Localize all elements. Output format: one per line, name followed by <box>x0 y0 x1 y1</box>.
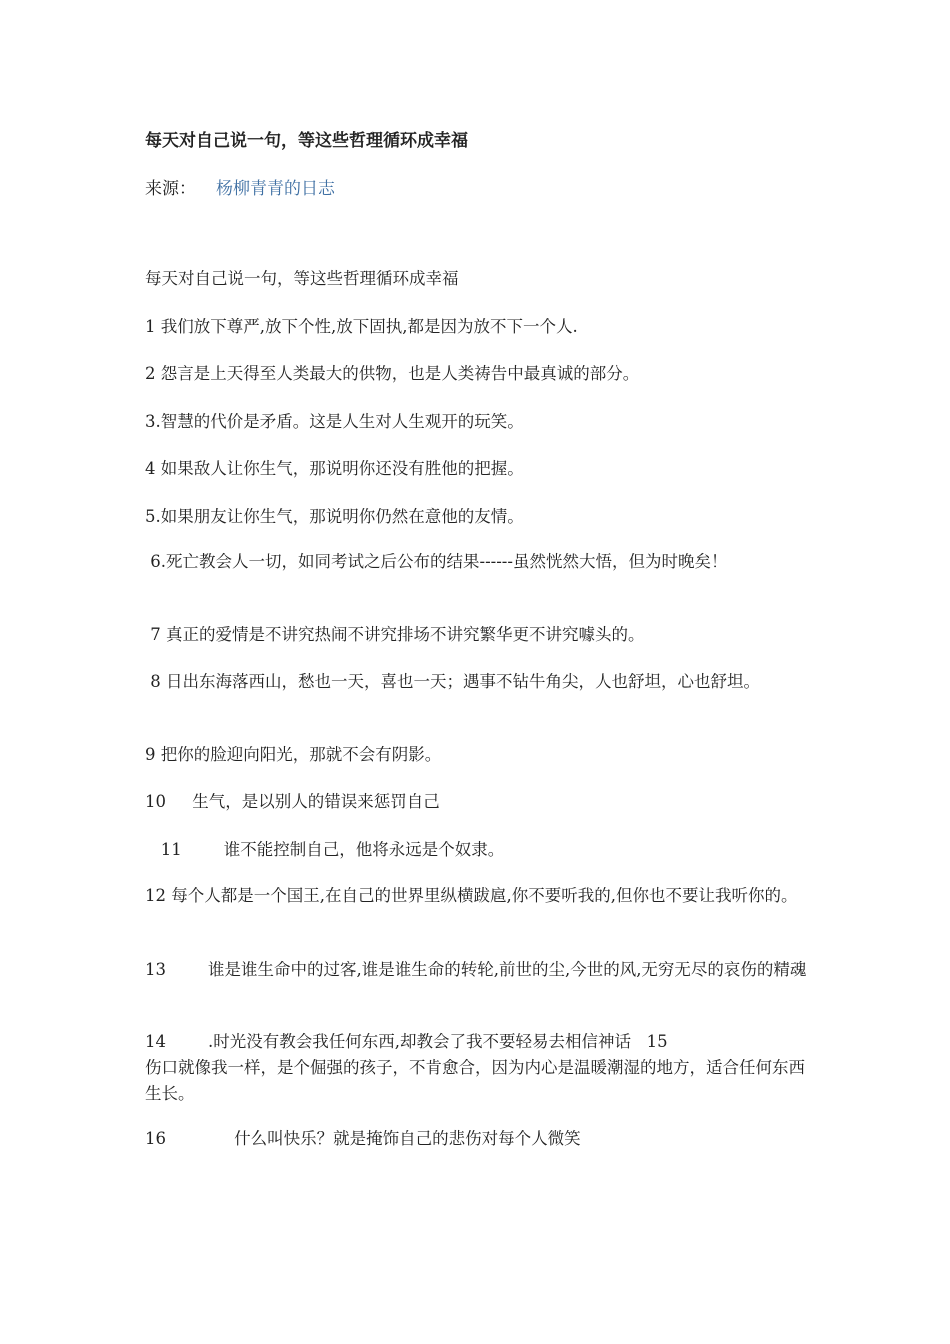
quote-6: 6.死亡教会人一切，如同考试之后公布的结果------虽然恍然大悟，但为时晚矣！ <box>145 552 728 571</box>
quote-8: 8 日出东海落西山，愁也一天，喜也一天；遇事不钻牛角尖，人也舒坦，心也舒坦。 <box>145 672 760 691</box>
quote-4: 4 如果敌人让你生气，那说明你还没有胜他的把握。 <box>145 459 524 478</box>
quote-10: 10 生气，是以别人的错误来惩罚自己 <box>145 792 440 811</box>
source-line <box>145 174 335 199</box>
quote-14-15: 14 .时光没有教会我任何东西,却教会了我不要轻易去相信神话 15 伤口就像我一样，是个倔强的孩子，不肯愈合，因为内心是温暖潮湿的地方，适合任何东西生长。 <box>145 1032 805 1103</box>
intro-paragraph: 每天对自己说一句，等这些哲理循环成幸福 <box>145 269 459 288</box>
quote-5: 5.如果朋友让你生气，那说明你仍然在意他的友情。 <box>145 507 524 526</box>
quote-9: 9 把你的脸迎向阳光，那就不会有阴影。 <box>145 745 442 764</box>
quote-3: 3.智慧的代价是矛盾。这是人生对人生观开的玩笑。 <box>145 412 524 431</box>
quote-13: 13 谁是谁生命中的过客,谁是谁生命的转轮,前世的尘,今世的风,无穷无尽的哀伤的精魂 <box>145 960 807 979</box>
quote-2: 2 怨言是上天得至人类最大的供物，也是人类祷告中最真诚的部分。 <box>145 364 640 383</box>
page-title: 每天对自己说一句，等这些哲理循环成幸福 <box>145 131 468 151</box>
quote-12: 12 每个人都是一个国王,在自己的世界里纵横跋扈,你不要听我的,但你也不要让我听你的。 <box>145 886 798 905</box>
source-link[interactable]: 杨柳青青的日志 <box>216 179 335 199</box>
quote-7: 7 真正的爱情是不讲究热闹不讲究排场不讲究繁华更不讲究噱头的。 <box>145 625 645 644</box>
quote-1: 1 我们放下尊严,放下个性,放下固执,都是因为放不下一个人. <box>145 317 578 336</box>
quote-11: 11 谁不能控制自己，他将永远是个奴隶。 <box>145 840 505 859</box>
quote-16: 16 什么叫快乐？就是掩饰自己的悲伤对每个人微笑 <box>145 1129 581 1148</box>
source-label: 来源： <box>145 179 196 199</box>
